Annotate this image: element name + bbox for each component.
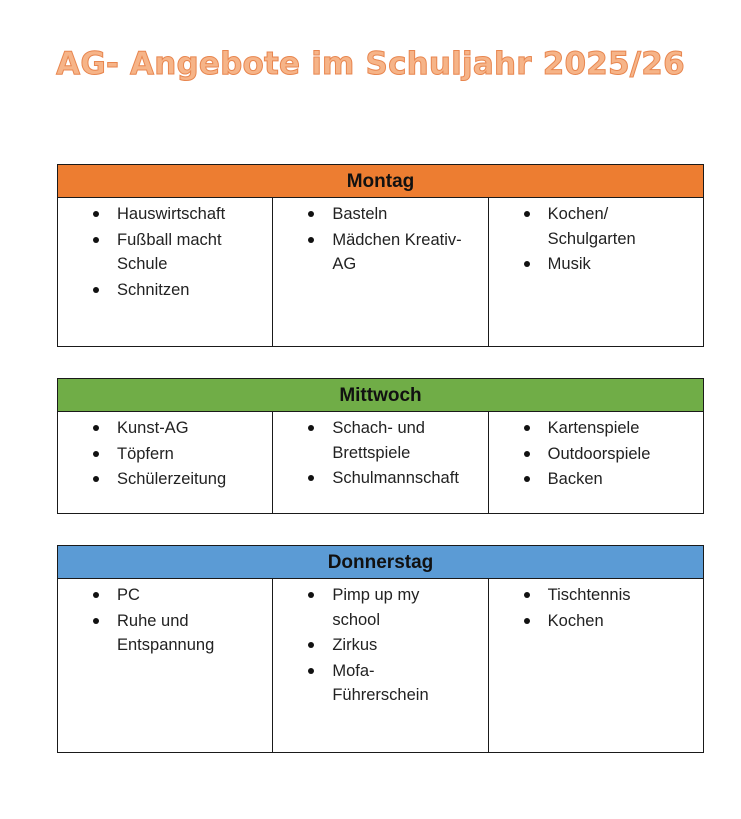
list-item: PC xyxy=(117,583,232,608)
list-item: Tischtennis xyxy=(548,583,703,608)
list-item: Mofa-Führerschein xyxy=(332,659,442,708)
mittwoch-column-2 xyxy=(273,412,488,513)
list-item: Zirkus xyxy=(332,633,442,658)
list-item: Fußball macht Schule xyxy=(117,228,252,277)
table-montag xyxy=(57,164,704,347)
donnerstag-column-2 xyxy=(273,579,488,752)
montag-column-1 xyxy=(58,198,273,346)
list-item: Hauswirtschaft xyxy=(117,202,252,227)
table-donnerstag xyxy=(57,545,704,753)
donnerstag-column-3 xyxy=(489,579,703,752)
list-item: Schulmannschaft xyxy=(332,466,487,491)
day-header-mittwoch: Mittwoch xyxy=(58,379,703,412)
list-item: Mädchen Kreativ-AG xyxy=(332,228,482,277)
page-title: AG- Angebote im Schuljahr 2025/26 xyxy=(56,46,685,82)
list-item: Kochen xyxy=(548,609,703,634)
montag-column-2 xyxy=(273,198,488,346)
list-item: Töpfern xyxy=(117,442,272,467)
mittwoch-column-1 xyxy=(58,412,273,513)
list-item: Schnitzen xyxy=(117,278,252,303)
list-item: Kunst-AG xyxy=(117,416,272,441)
list-item: Backen xyxy=(548,467,703,492)
list-item: Pimp up my school xyxy=(332,583,442,632)
table-mittwoch xyxy=(57,378,704,514)
list-item: Kartenspiele xyxy=(548,416,703,441)
donnerstag-column-1 xyxy=(58,579,273,752)
list-item: Ruhe und Entspannung xyxy=(117,609,232,658)
mittwoch-column-3 xyxy=(489,412,703,513)
list-item: Musik xyxy=(548,252,658,277)
list-item: Kochen/ Schulgarten xyxy=(548,202,658,251)
list-item: Outdoorspiele xyxy=(548,442,703,467)
day-header-montag: Montag xyxy=(58,165,703,198)
list-item: Schach- und Brettspiele xyxy=(332,416,457,465)
list-item: Schülerzeitung xyxy=(117,467,272,492)
day-header-donnerstag: Donnerstag xyxy=(58,546,703,579)
list-item: Basteln xyxy=(332,202,482,227)
montag-column-3 xyxy=(489,198,703,346)
